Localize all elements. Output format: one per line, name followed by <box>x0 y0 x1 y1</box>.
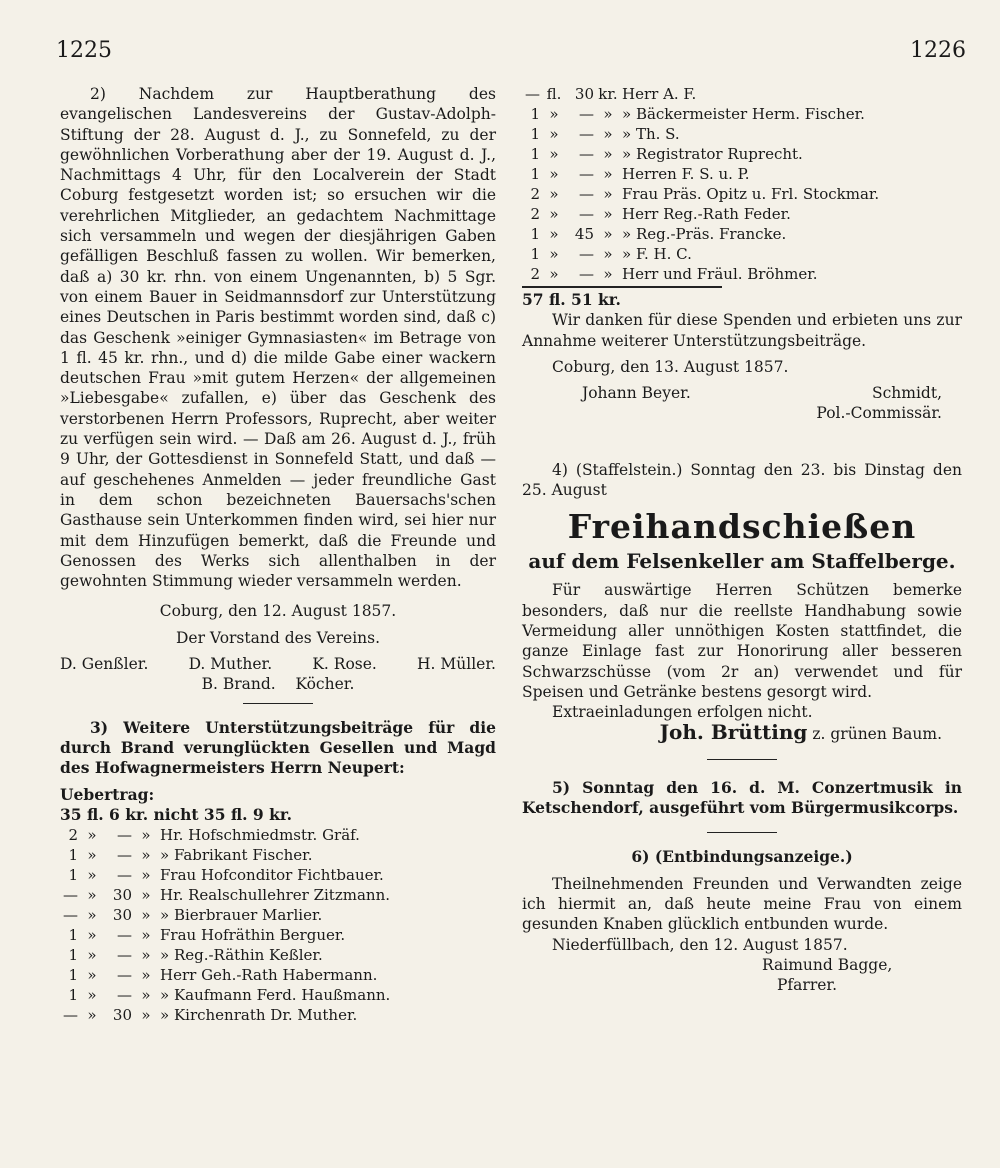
donation-table-left <box>60 825 394 1025</box>
total-rule <box>522 286 722 288</box>
donor-name: Herr und Fräul. Bröhmer. <box>622 265 818 283</box>
amount-kr: 30 <box>112 906 132 925</box>
amount-fl: — <box>63 1006 78 1025</box>
amount-fl: 1 <box>530 245 540 263</box>
amount-fl: 1 <box>68 946 78 965</box>
notice-6-title: Pfarrer. <box>777 976 838 995</box>
donation-row <box>522 164 883 184</box>
donation-row <box>522 224 883 244</box>
donation-row <box>522 264 883 284</box>
unit-mark: » <box>87 866 97 885</box>
amount-kr: — <box>579 125 594 143</box>
amount-fl: 1 <box>68 846 78 865</box>
unit-mark: » <box>141 886 151 905</box>
amount-kr: — <box>117 866 132 885</box>
amount-fl: 2 <box>68 826 78 845</box>
notice-4-headline: Freihandschießen <box>567 507 917 547</box>
donation-row <box>60 985 394 1005</box>
amount-fl: 1 <box>530 165 540 183</box>
amount-fl: 1 <box>68 866 78 885</box>
amount-fl: 1 <box>530 125 540 143</box>
donation-row <box>60 1005 394 1025</box>
amount-kr: — <box>579 145 594 163</box>
unit-mark: » <box>87 906 97 925</box>
amount-fl: 2 <box>530 185 540 203</box>
donor-name: » Bäckermeister Herm. Fischer. <box>622 105 865 123</box>
unit-mark: » <box>141 986 151 1005</box>
donation-row <box>522 144 883 164</box>
notice-2-text: 2) Nachdem zur Hauptberathung des evangelischen Landesvereins der Gustav-Adolph-Stiftung der 28. August d. J., zu Sonnefeld, zu der gewöhnlichen Vorberathung aber der 19. August d. J., Nachmittags 4 Uhr, für den Localverein der Stadt Coburg festgesetzt worden ist; so ersuchen wir die verehrlichen Mitglieder, an gedachtem Nachmittage sich versammeln und wegen der diesjährigen Gaben gefälligen Beschluß fassen zu wollen. Wir bemerken, daß a) 30 kr. rhn. von einem Ungenannten, b) 5 Sgr. von einem Bauer in Seidmannsdorf zur Unterstützung eines Deutschen in Paris bestimmt worden sind, daß c) das Geschenk »einiger Gymnasiasten« im Betrage von 1 fl. 45 kr. rhn., und d) die milde Gabe einer wackern deutschen Frau »mit gutem Herzen« der allgemeinen »Liebesgabe« zufallen, e) über das Geschenk des verstorbenen Herrn Professors, Ruprecht, aber weiter zu verfügen sein wird. — Daß am 26. August d. J., früh 9 Uhr, der Gottesdienst in Sonnefeld Statt, und daß — auf geschehenes Anmelden — jeder freundliche Gast in dem schon bezeichneten Bauersachs'schen Gasthause sein Unterkommen finden wird, sei hier nur mit dem Hinzufügen bemerkt, daß die Freunde und Genossen des Werks sich allenthalben in der gewohnten Stimmung wieder versammeln werden. <box>60 85 496 591</box>
amount-kr: — <box>117 946 132 965</box>
donation-row <box>60 845 394 865</box>
signature-right-name: Schmidt, <box>871 384 942 403</box>
board-name: Köcher. <box>295 675 355 694</box>
amount-fl: 1 <box>530 225 540 243</box>
donation-row <box>522 184 883 204</box>
unit-mark: » <box>549 225 559 243</box>
notice-6-place-date: Niederfüllbach, den 12. August 1857. <box>552 935 848 954</box>
amount-fl: 1 <box>68 966 78 985</box>
donor-name: Frau Hofräthin Berguer. <box>160 926 346 945</box>
unit-mark: » <box>87 926 97 945</box>
donation-row <box>60 965 394 985</box>
unit-mark: » <box>603 205 613 223</box>
unit-mark: » <box>87 946 97 965</box>
board-name: K. Rose. <box>312 655 377 674</box>
unit-mark: » <box>603 245 613 263</box>
amount-kr: — <box>579 185 594 203</box>
amount-fl: 1 <box>530 105 540 123</box>
donor-name: Herr A. F. <box>622 85 697 103</box>
unit-mark: » <box>87 1006 97 1025</box>
amount-kr: 30 <box>574 85 594 103</box>
notice-6-text: Theilnehmenden Freunden und Verwandten zeige ich hiermit an, daß heute meine Frau von einem gesunden Knaben glücklich entbunden wurde. <box>522 874 962 934</box>
notice-4-intro: 4) (Staffelstein.) Sonntag den 23. bis Dinstag den 25. August <box>522 460 962 500</box>
donor-name: » F. H. C. <box>622 245 692 263</box>
donor-name: » Kirchenrath Dr. Muther. <box>160 1006 358 1025</box>
donor-name: Hr. Realschullehrer Zitzmann. <box>160 886 390 905</box>
amount-fl: 2 <box>530 265 540 283</box>
amount-kr: 30 <box>112 1006 132 1025</box>
donor-name: Herr Reg.-Rath Feder. <box>622 205 791 223</box>
amount-kr: — <box>117 926 132 945</box>
unit-mark: » <box>603 185 613 203</box>
unit-mark: » <box>141 926 151 945</box>
donor-name: » Reg.-Präs. Francke. <box>622 225 787 243</box>
unit-mark: » <box>141 1006 151 1025</box>
unit-mark: » <box>141 846 151 865</box>
donation-row <box>522 244 883 264</box>
donor-name: » Fabrikant Fischer. <box>160 846 313 865</box>
donor-name: Herr Geh.-Rath Habermann. <box>160 966 378 985</box>
notice-4-signature <box>522 722 962 744</box>
notice-4-signer-place: z. grünen Baum. <box>812 725 942 744</box>
amount-kr: — <box>117 966 132 985</box>
separator-rule <box>707 832 777 833</box>
separator-rule <box>707 759 777 760</box>
unit-mark: » <box>549 145 559 163</box>
donor-name: Hr. Hofschmiedmstr. Gräf. <box>160 826 360 845</box>
donation-row <box>522 104 883 124</box>
donation-table-right <box>522 84 883 284</box>
board-title: Der Vorstand des Vereins. <box>175 628 381 647</box>
unit-mark: » <box>87 886 97 905</box>
unit-mark: » <box>549 185 559 203</box>
donation-row <box>522 84 883 104</box>
unit-mark: » <box>549 125 559 143</box>
donation-row <box>60 885 394 905</box>
unit-mark: » <box>549 245 559 263</box>
amount-kr: 45 <box>574 225 594 243</box>
donor-name: Frau Hofconditor Fichtbauer. <box>160 866 384 885</box>
unit-mark: » <box>141 946 151 965</box>
notice-3-heading: 3) Weitere Unterstützungsbeiträge für die durch Brand verunglückten Gesellen und Magd des Hofwagnermeisters Herrn Neupert: <box>60 717 496 778</box>
donation-row <box>60 865 394 885</box>
notice-4-signer: Joh. Brütting <box>659 720 808 745</box>
amount-kr: — <box>579 165 594 183</box>
donation-total: 57 fl. 51 kr. <box>522 290 621 309</box>
signature-row <box>522 383 962 403</box>
signature-left: Johann Beyer. <box>582 384 691 403</box>
amount-kr: — <box>579 205 594 223</box>
donation-row <box>522 204 883 224</box>
amount-kr: — <box>117 846 132 865</box>
notice-6-heading: 6) (Entbindungsanzeige.) <box>631 847 853 867</box>
carry-over-line: 35 fl. 6 kr. nicht 35 fl. 9 kr. <box>60 804 292 824</box>
donor-name: » Registrator Ruprecht. <box>622 145 803 163</box>
board-names-row-1 <box>60 654 496 674</box>
signature-right-title: Pol.-Commissär. <box>816 404 942 423</box>
notice-2-place-date: Coburg, den 12. August 1857. <box>159 602 397 621</box>
unit-mark: » <box>141 826 151 845</box>
amount-fl: 1 <box>530 145 540 163</box>
amount-kr: — <box>117 826 132 845</box>
amount-fl: 1 <box>68 926 78 945</box>
unit-mark: kr. <box>598 85 618 103</box>
unit-mark: » <box>603 105 613 123</box>
right-column <box>522 84 962 995</box>
donation-row <box>60 825 394 845</box>
amount-kr: — <box>117 986 132 1005</box>
unit-mark: » <box>603 145 613 163</box>
unit-mark: fl. <box>546 85 562 103</box>
separator-rule <box>243 703 313 704</box>
board-name: D. Muther. <box>188 655 273 674</box>
donation-row <box>60 905 394 925</box>
carry-over-label: Uebertrag: <box>60 784 155 804</box>
page-number-right: 1226 <box>910 38 966 63</box>
notice-5-text: 5) Sonntag den 16. d. M. Conzertmusik in Ketschendorf, ausgeführt vom Bürgermusikcorps. <box>522 777 962 818</box>
unit-mark: » <box>603 165 613 183</box>
page-number-left: 1225 <box>56 38 112 63</box>
unit-mark: » <box>549 265 559 283</box>
board-names-row-2 <box>60 674 496 694</box>
notice-3-place-date: Coburg, den 13. August 1857. <box>552 357 789 376</box>
amount-kr: — <box>579 105 594 123</box>
unit-mark: » <box>87 966 97 985</box>
donor-name: Herren F. S. u. P. <box>622 165 750 183</box>
notice-4-body: Für auswärtige Herren Schützen bemerke besonders, daß nur die reellste Handhabung sowie Vermeidung aller unnöthigen Kosten stattfindet, die ganze Einlage fast zur Honorirung aller besseren Schwarzschüsse (vom 2r an) verwendet und für Speisen und Getränke bestens gesorgt wird. <box>522 581 962 701</box>
board-name: D. Genßler. <box>60 655 149 674</box>
unit-mark: » <box>87 826 97 845</box>
board-name: B. Brand. <box>201 675 276 694</box>
unit-mark: » <box>141 906 151 925</box>
amount-kr: — <box>579 245 594 263</box>
donation-row <box>60 925 394 945</box>
notice-4-extra: Extraeinladungen erfolgen nicht. <box>552 703 813 722</box>
donor-name: » Th. S. <box>622 125 680 143</box>
amount-kr: — <box>579 265 594 283</box>
left-column <box>60 84 496 1025</box>
notice-6-name: Raimund Bagge, <box>762 955 893 974</box>
amount-fl: 2 <box>530 205 540 223</box>
amount-fl: — <box>63 886 78 905</box>
unit-mark: » <box>549 105 559 123</box>
amount-fl: — <box>63 906 78 925</box>
amount-kr: 30 <box>112 886 132 905</box>
unit-mark: » <box>603 265 613 283</box>
unit-mark: » <box>87 986 97 1005</box>
donor-name: Frau Präs. Opitz u. Frl. Stockmar. <box>622 185 880 203</box>
donor-name: » Reg.-Räthin Keßler. <box>160 946 323 965</box>
donor-name: » Bierbrauer Marlier. <box>160 906 323 925</box>
board-name: H. Müller. <box>417 655 496 674</box>
donation-row <box>60 945 394 965</box>
unit-mark: » <box>87 846 97 865</box>
donation-row <box>522 124 883 144</box>
unit-mark: » <box>141 866 151 885</box>
unit-mark: » <box>549 205 559 223</box>
donor-name: » Kaufmann Ferd. Haußmann. <box>160 986 391 1005</box>
thanks-text: Wir danken für diese Spenden und erbieten uns zur Annahme weiterer Unterstützungsbeiträge. <box>522 311 962 350</box>
unit-mark: » <box>603 225 613 243</box>
unit-mark: » <box>603 125 613 143</box>
amount-fl: 1 <box>68 986 78 1005</box>
amount-fl: — <box>525 85 540 103</box>
unit-mark: » <box>549 165 559 183</box>
unit-mark: » <box>141 966 151 985</box>
notice-4-subhead: auf dem Felsenkeller am Staffelberge. <box>528 549 956 574</box>
